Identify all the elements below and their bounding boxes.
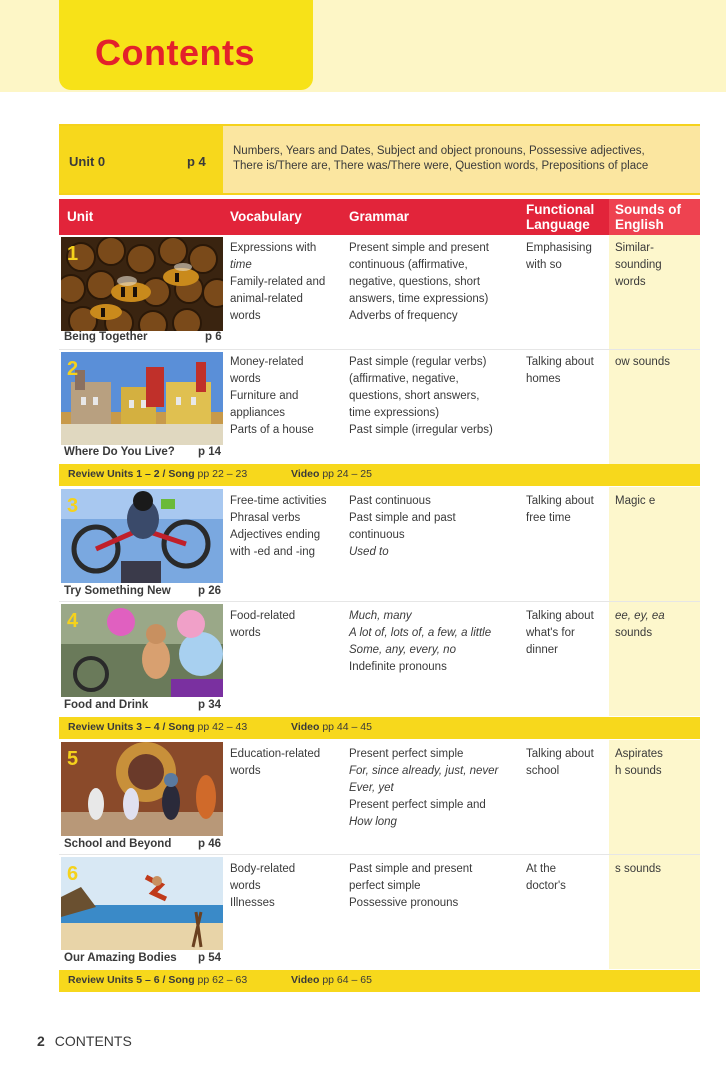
vocab-line: appliances bbox=[230, 407, 285, 419]
review-2-pages: pp 42 – 43 bbox=[197, 721, 248, 733]
unit-4-title: Food and Drink bbox=[64, 699, 149, 711]
unit-5-grammar bbox=[349, 746, 498, 831]
sounds-line: s sounds bbox=[615, 863, 662, 875]
vocab-line: Food-related bbox=[230, 610, 296, 622]
unit-row-4 bbox=[59, 602, 700, 716]
unit-1-functional bbox=[526, 240, 592, 274]
page-title: Contents bbox=[95, 32, 255, 73]
header-functional bbox=[526, 202, 594, 232]
functional-line: free time bbox=[526, 512, 571, 524]
unit-5-title: School and Beyond bbox=[64, 838, 172, 850]
review-3-video-pages: pp 64 – 65 bbox=[322, 974, 372, 986]
functional-line: dinner bbox=[526, 644, 558, 656]
functional-line: with so bbox=[526, 259, 562, 271]
unit-1-vocabulary bbox=[230, 240, 325, 325]
vocab-line: Body-related bbox=[230, 863, 296, 875]
sounds-line: words bbox=[615, 276, 646, 288]
vocab-line: Money-related bbox=[230, 356, 304, 368]
functional-line: doctor's bbox=[526, 880, 566, 892]
unit0-page: p 4 bbox=[187, 154, 206, 169]
review-row-3 bbox=[59, 970, 700, 992]
review-1-label bbox=[68, 468, 247, 480]
review-2-title: Review Units 3 – 4 / Song bbox=[68, 721, 195, 733]
grammar-line: Ever, yet bbox=[349, 782, 394, 794]
unit-4-page: p 34 bbox=[198, 699, 222, 711]
vocab-line: words bbox=[230, 310, 261, 322]
unit-1-title: Being Together bbox=[64, 331, 148, 343]
review-1-title: Review Units 1 – 2 / Song bbox=[68, 468, 195, 480]
vocab-line: words bbox=[230, 765, 261, 777]
page-footer bbox=[37, 1033, 132, 1049]
unit-6-number: 6 bbox=[67, 863, 79, 885]
sounds-line: Similar- bbox=[615, 242, 654, 254]
grammar-line: negative, questions, short bbox=[349, 276, 481, 288]
unit-1-page: p 6 bbox=[205, 331, 222, 343]
unit-4-vocabulary bbox=[230, 608, 295, 642]
unit-6-vocabulary bbox=[230, 861, 295, 912]
unit-row-6 bbox=[59, 855, 700, 969]
unit-row-5 bbox=[59, 740, 700, 855]
page-number: 2 bbox=[37, 1033, 45, 1049]
unit-6-functional bbox=[526, 861, 566, 895]
grammar-line: Present simple and present bbox=[349, 242, 489, 254]
vocab-line: with -ed and -ing bbox=[230, 546, 316, 558]
unit-2-title: Where Do You Live? bbox=[64, 446, 175, 458]
grammar-line: How long bbox=[349, 816, 397, 828]
vocab-line: animal-related bbox=[230, 293, 303, 305]
unit-2-sounds bbox=[615, 354, 670, 371]
unit-3-page: p 26 bbox=[198, 585, 222, 597]
review-3-video bbox=[291, 974, 372, 986]
functional-line: At the bbox=[526, 863, 557, 875]
functional-line: school bbox=[526, 765, 560, 777]
sounds-line: ow sounds bbox=[615, 356, 670, 368]
unit-6-page: p 54 bbox=[198, 952, 222, 964]
unit-1-sounds bbox=[615, 240, 662, 291]
header-functional-line2: Language bbox=[526, 217, 590, 232]
review-3-video-label: Video bbox=[291, 974, 320, 986]
unit-6-sounds bbox=[615, 861, 661, 878]
review-3-label bbox=[68, 974, 247, 986]
review-1-video-label: Video bbox=[291, 468, 320, 480]
unit-1-photo-bees bbox=[61, 237, 223, 331]
grammar-line: answers, time expressions) bbox=[349, 293, 489, 305]
header-sounds bbox=[615, 202, 681, 232]
vocab-line: time bbox=[230, 259, 252, 271]
grammar-line: Present perfect simple and bbox=[349, 799, 486, 811]
unit-4-photo-cottoncandy bbox=[61, 604, 223, 697]
review-row-1 bbox=[59, 464, 700, 486]
footer-label: CONTENTS bbox=[54, 1033, 132, 1049]
unit0-topics-line2: There is/There are, There was/There were, Question words, Prepositions of place bbox=[233, 160, 649, 172]
header-unit: Unit bbox=[67, 209, 94, 224]
sounds-line: h sounds bbox=[615, 765, 662, 777]
unit-row-1 bbox=[59, 235, 700, 350]
unit0-row bbox=[59, 124, 700, 195]
sounds-line: Magic e bbox=[615, 495, 656, 507]
unit-3-grammar bbox=[349, 493, 456, 561]
unit-2-page: p 14 bbox=[198, 446, 222, 458]
unit-1-grammar bbox=[349, 240, 489, 325]
grammar-line: Much, many bbox=[349, 610, 412, 622]
vocab-line: Illnesses bbox=[230, 897, 275, 909]
unit0-topics-line1: Numbers, Years and Dates, Subject and object pronouns, Possessive adjectives, bbox=[233, 145, 645, 157]
grammar-line: Possessive pronouns bbox=[349, 897, 459, 909]
title-tab bbox=[59, 0, 313, 90]
unit-4-number: 4 bbox=[67, 610, 79, 632]
grammar-line: Past simple and present bbox=[349, 863, 473, 875]
sounds-line: ee, ey, ea bbox=[615, 610, 665, 622]
unit-2-vocabulary bbox=[230, 354, 314, 439]
vocab-line: Expressions with bbox=[230, 242, 317, 254]
unit-3-vocabulary bbox=[230, 493, 327, 561]
vocab-line: Parts of a house bbox=[230, 424, 314, 436]
functional-line: what's for bbox=[526, 627, 575, 639]
grammar-line: A lot of, lots of, a few, a little bbox=[349, 627, 492, 639]
unit-2-photo-palace bbox=[61, 352, 223, 445]
functional-line: Talking about bbox=[526, 356, 594, 368]
grammar-line: continuous (affirmative, bbox=[349, 259, 468, 271]
vocab-line: Phrasal verbs bbox=[230, 512, 301, 524]
vocab-line: words bbox=[230, 373, 261, 385]
grammar-line: (affirmative, negative, bbox=[349, 373, 459, 385]
unit-4-sounds bbox=[615, 608, 665, 642]
unit-5-number: 5 bbox=[67, 748, 79, 770]
unit-5-page: p 46 bbox=[198, 838, 222, 850]
header-sounds-line2: English bbox=[615, 217, 664, 232]
grammar-line: continuous bbox=[349, 529, 405, 541]
header-vocabulary: Vocabulary bbox=[230, 209, 302, 224]
unit-4-functional bbox=[526, 608, 594, 659]
unit0-topics bbox=[233, 144, 693, 174]
unit-2-functional bbox=[526, 354, 594, 388]
grammar-line: Past continuous bbox=[349, 495, 431, 507]
functional-line: Talking about bbox=[526, 748, 594, 760]
grammar-line: perfect simple bbox=[349, 880, 421, 892]
vocab-line: Free-time activities bbox=[230, 495, 327, 507]
grammar-line: questions, short answers, bbox=[349, 390, 480, 402]
review-row-2 bbox=[59, 717, 700, 739]
review-1-video-pages: pp 24 – 25 bbox=[322, 468, 372, 480]
unit-5-vocabulary bbox=[230, 746, 320, 780]
grammar-line: Used to bbox=[349, 546, 389, 558]
header-grammar: Grammar bbox=[349, 209, 410, 224]
unit-row-3 bbox=[59, 487, 700, 602]
unit-6-title: Our Amazing Bodies bbox=[64, 952, 177, 964]
unit-5-sounds bbox=[615, 746, 663, 780]
review-2-video-label: Video bbox=[291, 721, 320, 733]
unit-1-number: 1 bbox=[67, 243, 79, 265]
grammar-line: Past simple (regular verbs) bbox=[349, 356, 487, 368]
grammar-line: Some, any, every, no bbox=[349, 644, 456, 656]
review-1-pages: pp 22 – 23 bbox=[197, 468, 248, 480]
unit0-label-box bbox=[59, 126, 223, 193]
sounds-line: sounding bbox=[615, 259, 662, 271]
unit-3-photo-bmx bbox=[61, 489, 223, 583]
vocab-line: Furniture and bbox=[230, 390, 299, 402]
grammar-line: Adverbs of frequency bbox=[349, 310, 458, 322]
functional-line: homes bbox=[526, 373, 561, 385]
unit-6-grammar bbox=[349, 861, 472, 912]
grammar-line: time expressions) bbox=[349, 407, 440, 419]
review-2-video-pages: pp 44 – 45 bbox=[322, 721, 372, 733]
review-2-video bbox=[291, 721, 372, 733]
grammar-line: Indefinite pronouns bbox=[349, 661, 447, 673]
vocab-line: Adjectives ending bbox=[230, 529, 321, 541]
vocab-line: words bbox=[230, 880, 261, 892]
grammar-line: Present perfect simple bbox=[349, 748, 464, 760]
unit-3-functional bbox=[526, 493, 594, 527]
unit-5-photo-school bbox=[61, 742, 223, 836]
sounds-line: Aspirates bbox=[615, 748, 663, 760]
sounds-line: sounds bbox=[615, 627, 653, 639]
vocab-line: words bbox=[230, 627, 261, 639]
unit-2-grammar bbox=[349, 354, 493, 439]
unit-4-grammar bbox=[349, 608, 491, 676]
review-1-video bbox=[291, 468, 372, 480]
review-3-title: Review Units 5 – 6 / Song bbox=[68, 974, 195, 986]
unit-2-number: 2 bbox=[67, 358, 79, 380]
review-3-pages: pp 62 – 63 bbox=[197, 974, 248, 986]
functional-line: Talking about bbox=[526, 495, 594, 507]
unit-3-title: Try Something New bbox=[64, 585, 171, 597]
vocab-line: Family-related and bbox=[230, 276, 326, 288]
unit0-label: Unit 0 bbox=[69, 154, 106, 169]
unit-3-sounds bbox=[615, 493, 655, 510]
review-2-label bbox=[68, 721, 247, 733]
vocab-line: Education-related bbox=[230, 748, 321, 760]
grammar-line: For, since already, just, never bbox=[349, 765, 499, 777]
grammar-line: Past simple (irregular verbs) bbox=[349, 424, 493, 436]
unit-5-functional bbox=[526, 746, 594, 780]
unit-6-photo-beach bbox=[61, 857, 223, 950]
grammar-line: Past simple and past bbox=[349, 512, 456, 524]
table-header bbox=[59, 199, 700, 235]
functional-line: Talking about bbox=[526, 610, 594, 622]
functional-line: Emphasising bbox=[526, 242, 592, 254]
header-functional-line1: Functional bbox=[526, 202, 595, 217]
unit-row-2 bbox=[59, 350, 700, 463]
unit-3-number: 3 bbox=[67, 495, 79, 517]
header-sounds-line1: Sounds of bbox=[615, 202, 681, 217]
